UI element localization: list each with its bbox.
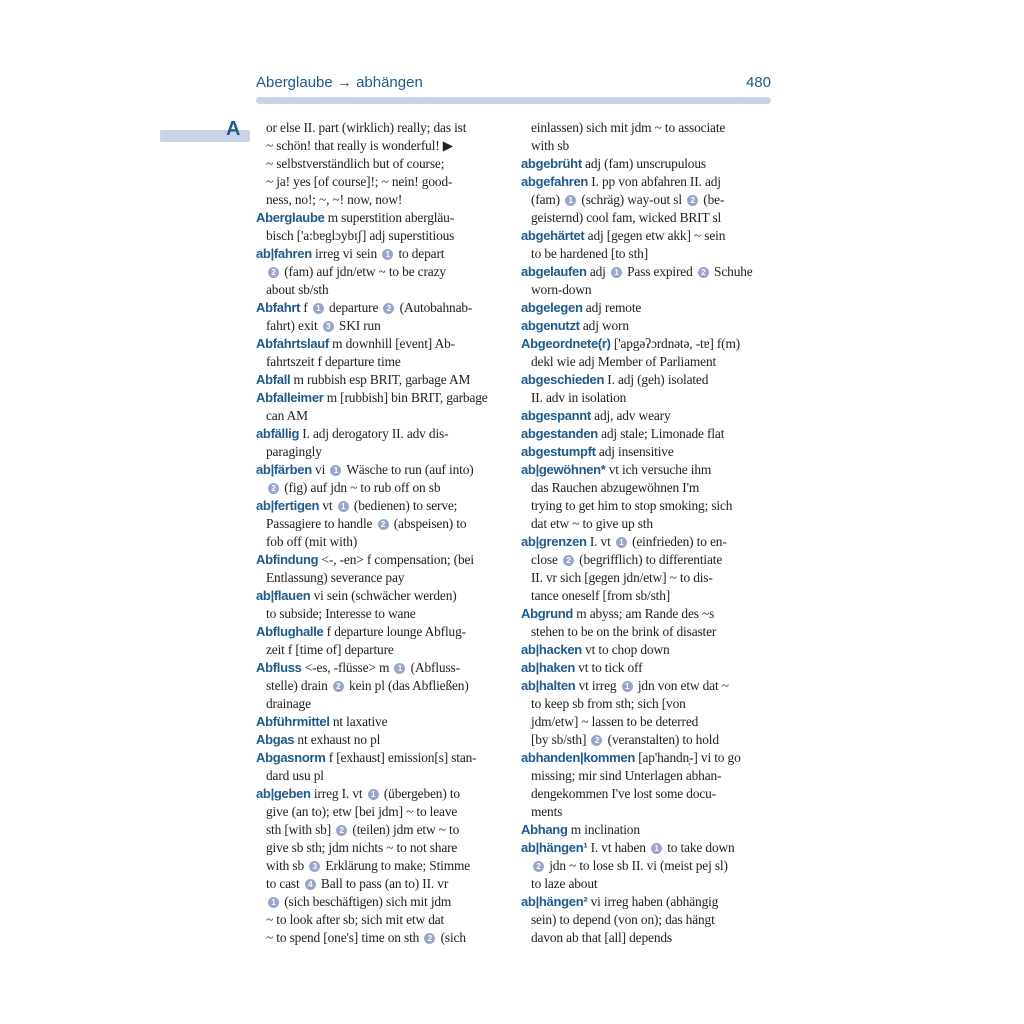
- headword: Abführmittel: [256, 714, 330, 729]
- entry-text: Wäsche to run (auf into): [343, 462, 474, 477]
- dictionary-line: [521, 515, 773, 533]
- header-rule: [256, 97, 771, 104]
- headword: abgeschieden: [521, 372, 605, 387]
- entry-text: I. vt: [586, 534, 614, 549]
- dictionary-line: [256, 587, 508, 605]
- dictionary-line: [521, 857, 773, 875]
- entry-text: (fig) auf jdn ~ to rub off on sb: [281, 480, 441, 495]
- entry-text: jdm/etw] ~ lassen to be deterred: [531, 714, 699, 729]
- headword: Abfahrtslauf: [256, 336, 329, 351]
- headword: Abgeordnete(r): [521, 336, 611, 351]
- dictionary-line: [521, 281, 773, 299]
- headword: ab|geben: [256, 786, 311, 801]
- entry-text: [ap'handn̩-] vi to go: [635, 750, 741, 765]
- entry-text: adj insensitive: [595, 444, 674, 459]
- entry-text: (schräg) way-out sl: [578, 192, 686, 207]
- entry-text: (veranstalten) to hold: [604, 732, 719, 747]
- sense-number-bullet: 2: [698, 267, 709, 278]
- entry-text: adj remote: [582, 300, 642, 315]
- headword: ab|flauen: [256, 588, 311, 603]
- dictionary-line: [521, 443, 773, 461]
- dictionary-line: [521, 335, 773, 353]
- entry-text: ~ ja! yes [of course]!; ~ nein! good-: [266, 174, 453, 189]
- dictionary-line: [256, 803, 508, 821]
- dictionary-line: [256, 227, 508, 245]
- entry-text: or else II. part (wirklich) really; das ist: [266, 120, 467, 135]
- entry-text: adj: [586, 264, 609, 279]
- left-column: [256, 119, 508, 947]
- dictionary-line: [521, 137, 773, 155]
- dictionary-line: [521, 371, 773, 389]
- dictionary-line: [256, 353, 508, 371]
- entry-text: paragingly: [266, 444, 322, 459]
- dictionary-line: [256, 119, 508, 137]
- dictionary-line: [521, 911, 773, 929]
- dictionary-line: [256, 749, 508, 767]
- dictionary-line: [256, 425, 508, 443]
- headword: Abfindung: [256, 552, 319, 567]
- entry-text: trying to get him to stop smoking; sich: [531, 498, 733, 513]
- entry-text: adj worn: [579, 318, 629, 333]
- entry-text: with sb: [266, 858, 308, 873]
- page-number: 480: [745, 74, 771, 91]
- entry-text: give sb sth; jdm nichts ~ to not share: [266, 840, 458, 855]
- dictionary-line: [521, 461, 773, 479]
- dictionary-line: [521, 533, 773, 551]
- dictionary-line: [256, 335, 508, 353]
- entry-text: Ball to pass (an to) II. vr: [317, 876, 449, 891]
- dictionary-line: [521, 353, 773, 371]
- dictionary-line: [521, 785, 773, 803]
- entry-text: (bedienen) to serve;: [350, 498, 458, 513]
- headword: ab|gewöhnen*: [521, 462, 606, 477]
- sense-number-bullet: 1: [611, 267, 622, 278]
- dictionary-line: [521, 245, 773, 263]
- entry-text: ['apgəʔɔrdnətə, -tɐ] f(m): [610, 336, 741, 351]
- sense-number-bullet: 1: [616, 537, 627, 548]
- entry-text: geisternd) cool fam, wicked BRIT sl: [531, 210, 722, 225]
- entry-text: to cast: [266, 876, 303, 891]
- entry-text: <-es, -flüsse> m: [301, 660, 393, 675]
- entry-text: ments: [531, 804, 563, 819]
- entry-text: (übergeben) to: [380, 786, 460, 801]
- entry-text: to be hardened [to sth]: [531, 246, 649, 261]
- sense-number-bullet: 2: [268, 267, 279, 278]
- dictionary-line: [521, 227, 773, 245]
- entry-text: kein pl (das Abfließen): [345, 678, 469, 693]
- entry-text: II. vr sich [gegen jdn/etw] ~ to dis-: [531, 570, 713, 585]
- entry-text: Passagiere to handle: [266, 516, 376, 531]
- dictionary-line: [521, 875, 773, 893]
- entry-text: tance oneself [from sb/sth]: [531, 588, 671, 603]
- entry-text: [by sb/sth]: [531, 732, 590, 747]
- dictionary-line: [256, 497, 508, 515]
- dictionary-line: [256, 911, 508, 929]
- entry-text: f: [300, 300, 311, 315]
- entry-text: I. vt haben: [587, 840, 650, 855]
- entry-text: nt laxative: [329, 714, 388, 729]
- headword: abgelaufen: [521, 264, 587, 279]
- dictionary-line: [256, 659, 508, 677]
- entry-text: m abyss; am Rande des ~s: [573, 606, 715, 621]
- entry-text: to laze about: [531, 876, 598, 891]
- entry-text: vt: [319, 498, 336, 513]
- entry-text: fob off (mit with): [266, 534, 358, 549]
- entry-text: Erklärung to make; Stimme: [322, 858, 471, 873]
- entry-text: give (an to); etw [bei jdm] ~ to leave: [266, 804, 458, 819]
- dictionary-line: [256, 299, 508, 317]
- dictionary-line: [521, 677, 773, 695]
- dictionary-line: [256, 857, 508, 875]
- entry-text: (abspeisen) to: [390, 516, 467, 531]
- entry-text: irreg vi sein: [311, 246, 381, 261]
- dictionary-line: [256, 173, 508, 191]
- sense-number-bullet: 3: [309, 861, 320, 872]
- entry-text: (fam) auf jdn/etw ~ to be crazy: [281, 264, 446, 279]
- dictionary-line: [256, 479, 508, 497]
- entry-text: (Abfluss-: [407, 660, 460, 675]
- dictionary-line: [256, 623, 508, 641]
- dictionary-line: [256, 731, 508, 749]
- entry-text: <-, -en> f compensation; (bei: [318, 552, 474, 567]
- sense-number-bullet: 1: [651, 843, 662, 854]
- dictionary-line: [521, 407, 773, 425]
- entry-text: adj, adv weary: [590, 408, 671, 423]
- entry-text: sth [with sb]: [266, 822, 335, 837]
- sense-number-bullet: 2: [336, 825, 347, 836]
- dictionary-line: [256, 317, 508, 335]
- dictionary-line: [256, 929, 508, 947]
- dictionary-line: [521, 317, 773, 335]
- dictionary-line: [256, 515, 508, 533]
- entry-text: vt to chop down: [581, 642, 670, 657]
- entry-text: jdn ~ to lose sb II. vi (meist pej sl): [546, 858, 728, 873]
- sense-number-bullet: 4: [305, 879, 316, 890]
- dictionary-line: [521, 479, 773, 497]
- dictionary-line: [521, 749, 773, 767]
- entry-text: dengekommen I've lost some docu-: [531, 786, 717, 801]
- entry-text: vi sein (schwächer werden): [310, 588, 457, 603]
- sense-number-bullet: 1: [382, 249, 393, 260]
- sense-number-bullet: 1: [268, 897, 279, 908]
- sense-number-bullet: 1: [565, 195, 576, 206]
- entry-text: drainage: [266, 696, 311, 711]
- dictionary-line: [521, 623, 773, 641]
- dictionary-line: [521, 821, 773, 839]
- headword: Abfahrt: [256, 300, 301, 315]
- entry-text: (Autobahnab-: [396, 300, 473, 315]
- dictionary-line: [256, 677, 508, 695]
- dictionary-line: [521, 299, 773, 317]
- entry-text: f [exhaust] emission[s] stan-: [325, 750, 477, 765]
- entry-text: dat etw ~ to give up sth: [531, 516, 653, 531]
- dictionary-line: [521, 839, 773, 857]
- headword: abgenutzt: [521, 318, 580, 333]
- entry-text: close: [531, 552, 561, 567]
- header-title: Aberglaube → abhängen: [256, 74, 423, 91]
- entry-text: m rubbish esp BRIT, garbage AM: [290, 372, 471, 387]
- entry-text: can AM: [266, 408, 308, 423]
- entry-text: einlassen) sich mit jdm ~ to associate: [531, 120, 726, 135]
- entry-text: (sich beschäftigen) sich mit jdm: [281, 894, 452, 909]
- entry-text: fahrt) exit: [266, 318, 321, 333]
- dictionary-line: [256, 191, 508, 209]
- entry-text: stelle) drain: [266, 678, 331, 693]
- dictionary-line: [256, 641, 508, 659]
- dictionary-line: [521, 569, 773, 587]
- entry-text: vt ich versuche ihm: [605, 462, 712, 477]
- entry-text: I. pp von abfahren II. adj: [588, 174, 721, 189]
- dictionary-line: [256, 605, 508, 623]
- entry-text: worn-down: [531, 282, 592, 297]
- right-column: [521, 119, 773, 947]
- sense-number-bullet: 2: [333, 681, 344, 692]
- headword: Abhang: [521, 822, 568, 837]
- entry-text: f departure lounge Abflug-: [323, 624, 466, 639]
- headword: abgehärtet: [521, 228, 585, 243]
- entry-text: to keep sb from sth; sich [von: [531, 696, 686, 711]
- entry-text: (fam): [531, 192, 564, 207]
- sense-number-bullet: 1: [330, 465, 341, 476]
- sense-number-bullet: 2: [563, 555, 574, 566]
- dictionary-line: [256, 713, 508, 731]
- headword: abhanden|kommen: [521, 750, 635, 765]
- entry-text: about sb/sth: [266, 282, 329, 297]
- headword: Abfluss: [256, 660, 302, 675]
- dictionary-line: [256, 443, 508, 461]
- entry-text: m downhill [event] Ab-: [328, 336, 455, 351]
- entry-text: nt exhaust no pl: [294, 732, 381, 747]
- dictionary-line: [521, 695, 773, 713]
- entry-text: m superstition abergläu-: [324, 210, 455, 225]
- dictionary-line: [521, 497, 773, 515]
- sense-number-bullet: 2: [268, 483, 279, 494]
- entry-text: vt irreg: [575, 678, 620, 693]
- dictionary-line: [256, 551, 508, 569]
- sense-number-bullet: 1: [622, 681, 633, 692]
- dictionary-line: [256, 785, 508, 803]
- headword: abgestumpft: [521, 444, 596, 459]
- dictionary-line: [521, 713, 773, 731]
- entry-text: Schuhe: [710, 264, 753, 279]
- entry-text: Pass expired: [623, 264, 696, 279]
- headword: Abfalleimer: [256, 390, 324, 405]
- dictionary-line: [256, 893, 508, 911]
- entry-text: with sb: [531, 138, 570, 153]
- headword: abgespannt: [521, 408, 591, 423]
- entry-text: dard usu pl: [266, 768, 324, 783]
- entry-text: m [rubbish] bin BRIT, garbage: [323, 390, 488, 405]
- dictionary-line: [256, 875, 508, 893]
- dictionary-line: [256, 839, 508, 857]
- dictionary-line: [521, 731, 773, 749]
- dictionary-line: [256, 569, 508, 587]
- dictionary-line: [521, 587, 773, 605]
- entry-text: (einfrieden) to en-: [628, 534, 727, 549]
- headword: ab|hängen¹: [521, 840, 588, 855]
- dictionary-line: [256, 137, 508, 155]
- entry-text: adj (fam) unscrupulous: [581, 156, 706, 171]
- dictionary-line: [521, 893, 773, 911]
- dictionary-line: [256, 155, 508, 173]
- entry-text: Entlassung) severance pay: [266, 570, 405, 585]
- headword: abgestanden: [521, 426, 598, 441]
- dictionary-line: [256, 263, 508, 281]
- entry-text: (be-: [700, 192, 725, 207]
- headword: abgefahren: [521, 174, 589, 189]
- entry-text: ~ to look after sb; sich mit etw dat: [266, 912, 445, 927]
- dictionary-line: [256, 209, 508, 227]
- entry-text: to take down: [664, 840, 735, 855]
- entry-text: SKI run: [335, 318, 381, 333]
- entry-text: dekl wie adj Member of Parliament: [531, 354, 717, 369]
- dictionary-line: [256, 533, 508, 551]
- entry-text: vi irreg haben (abhängig: [587, 894, 719, 909]
- dictionary-line: [521, 767, 773, 785]
- dictionary-line: [256, 371, 508, 389]
- headword: ab|grenzen: [521, 534, 587, 549]
- headword: ab|hacken: [521, 642, 582, 657]
- headword: ab|halten: [521, 678, 576, 693]
- entry-text: to depart: [395, 246, 445, 261]
- headword: ab|färben: [256, 462, 312, 477]
- dictionary-line: [521, 191, 773, 209]
- entry-text: zeit f [time of] departure: [266, 642, 394, 657]
- sense-number-bullet: 1: [313, 303, 324, 314]
- sense-number-bullet: 1: [368, 789, 379, 800]
- entry-text: irreg I. vt: [310, 786, 366, 801]
- entry-text: ~ to spend [one's] time on sth: [266, 930, 423, 945]
- dictionary-line: [256, 821, 508, 839]
- sense-number-bullet: 2: [424, 933, 435, 944]
- dictionary-line: [521, 173, 773, 191]
- entry-text: das Rauchen abzugewöhnen I'm: [531, 480, 700, 495]
- entry-text: I. adj (geh) isolated: [604, 372, 709, 387]
- sense-number-bullet: 2: [378, 519, 389, 530]
- entry-text: vt to tick off: [574, 660, 643, 675]
- entry-text: to subside; Interesse to wane: [266, 606, 416, 621]
- sense-number-bullet: 2: [383, 303, 394, 314]
- entry-text: ness, no!; ~, ~! now, now!: [266, 192, 403, 207]
- dictionary-line: [521, 425, 773, 443]
- dictionary-line: [256, 767, 508, 785]
- sense-number-bullet: 2: [533, 861, 544, 872]
- dictionary-line: [256, 245, 508, 263]
- thumb-index-letter: A: [226, 118, 241, 140]
- headword: Abgrund: [521, 606, 574, 621]
- entry-text: (teilen) jdm etw ~ to: [349, 822, 460, 837]
- entry-text: I. adj derogatory II. adv dis-: [299, 426, 449, 441]
- dictionary-line: [521, 659, 773, 677]
- entry-text: II. adv in isolation: [531, 390, 627, 405]
- dictionary-line: [521, 119, 773, 137]
- headword: ab|haken: [521, 660, 575, 675]
- headword: abgebrüht: [521, 156, 582, 171]
- entry-text: vi: [311, 462, 329, 477]
- headword: ab|hängen²: [521, 894, 588, 909]
- headword: abgelegen: [521, 300, 583, 315]
- dictionary-line: [521, 209, 773, 227]
- sense-number-bullet: 2: [591, 735, 602, 746]
- headword: abfällig: [256, 426, 300, 441]
- dictionary-line: [521, 551, 773, 569]
- dictionary-line: [256, 281, 508, 299]
- entry-text: bisch ['a:bɐglɔybɪʃ] adj superstitious: [266, 228, 455, 243]
- dictionary-line: [521, 605, 773, 623]
- headword: Abgas: [256, 732, 295, 747]
- entry-text: departure: [325, 300, 382, 315]
- dictionary-line: [521, 641, 773, 659]
- entry-text: missing; mir sind Unterlagen abhan-: [531, 768, 722, 783]
- dictionary-line: [521, 803, 773, 821]
- sense-number-bullet: 1: [394, 663, 405, 674]
- entry-text: jdn von etw dat ~: [634, 678, 729, 693]
- sense-number-bullet: 1: [338, 501, 349, 512]
- dictionary-line: [256, 389, 508, 407]
- dictionary-line: [256, 461, 508, 479]
- dictionary-line: [256, 407, 508, 425]
- dictionary-line: [521, 263, 773, 281]
- headword: Aberglaube: [256, 210, 325, 225]
- entry-text: fahrtszeit f departure time: [266, 354, 401, 369]
- headword: ab|fahren: [256, 246, 312, 261]
- dictionary-line: [521, 389, 773, 407]
- headword: Abfall: [256, 372, 291, 387]
- entry-text: ~ schön! that really is wonderful! ▶: [266, 138, 453, 153]
- dictionary-line: [521, 929, 773, 947]
- entry-text: (begrifflich) to differentiate: [575, 552, 723, 567]
- entry-text: (sich: [437, 930, 466, 945]
- entry-text: stehen to be on the brink of disaster: [531, 624, 717, 639]
- entry-text: m inclination: [567, 822, 640, 837]
- sense-number-bullet: 3: [323, 321, 334, 332]
- dictionary-line: [256, 695, 508, 713]
- headword: Abflughalle: [256, 624, 324, 639]
- headword: Abgasnorm: [256, 750, 326, 765]
- sense-number-bullet: 2: [687, 195, 698, 206]
- entry-text: sein) to depend (von on); das hängt: [531, 912, 715, 927]
- dictionary-line: [521, 155, 773, 173]
- entry-text: adj stale; Limonade flat: [597, 426, 725, 441]
- entry-text: adj [gegen etw akk] ~ sein: [584, 228, 726, 243]
- headword: ab|fertigen: [256, 498, 320, 513]
- entry-text: davon ab that [all] depends: [531, 930, 672, 945]
- entry-text: ~ selbstverständlich but of course;: [266, 156, 445, 171]
